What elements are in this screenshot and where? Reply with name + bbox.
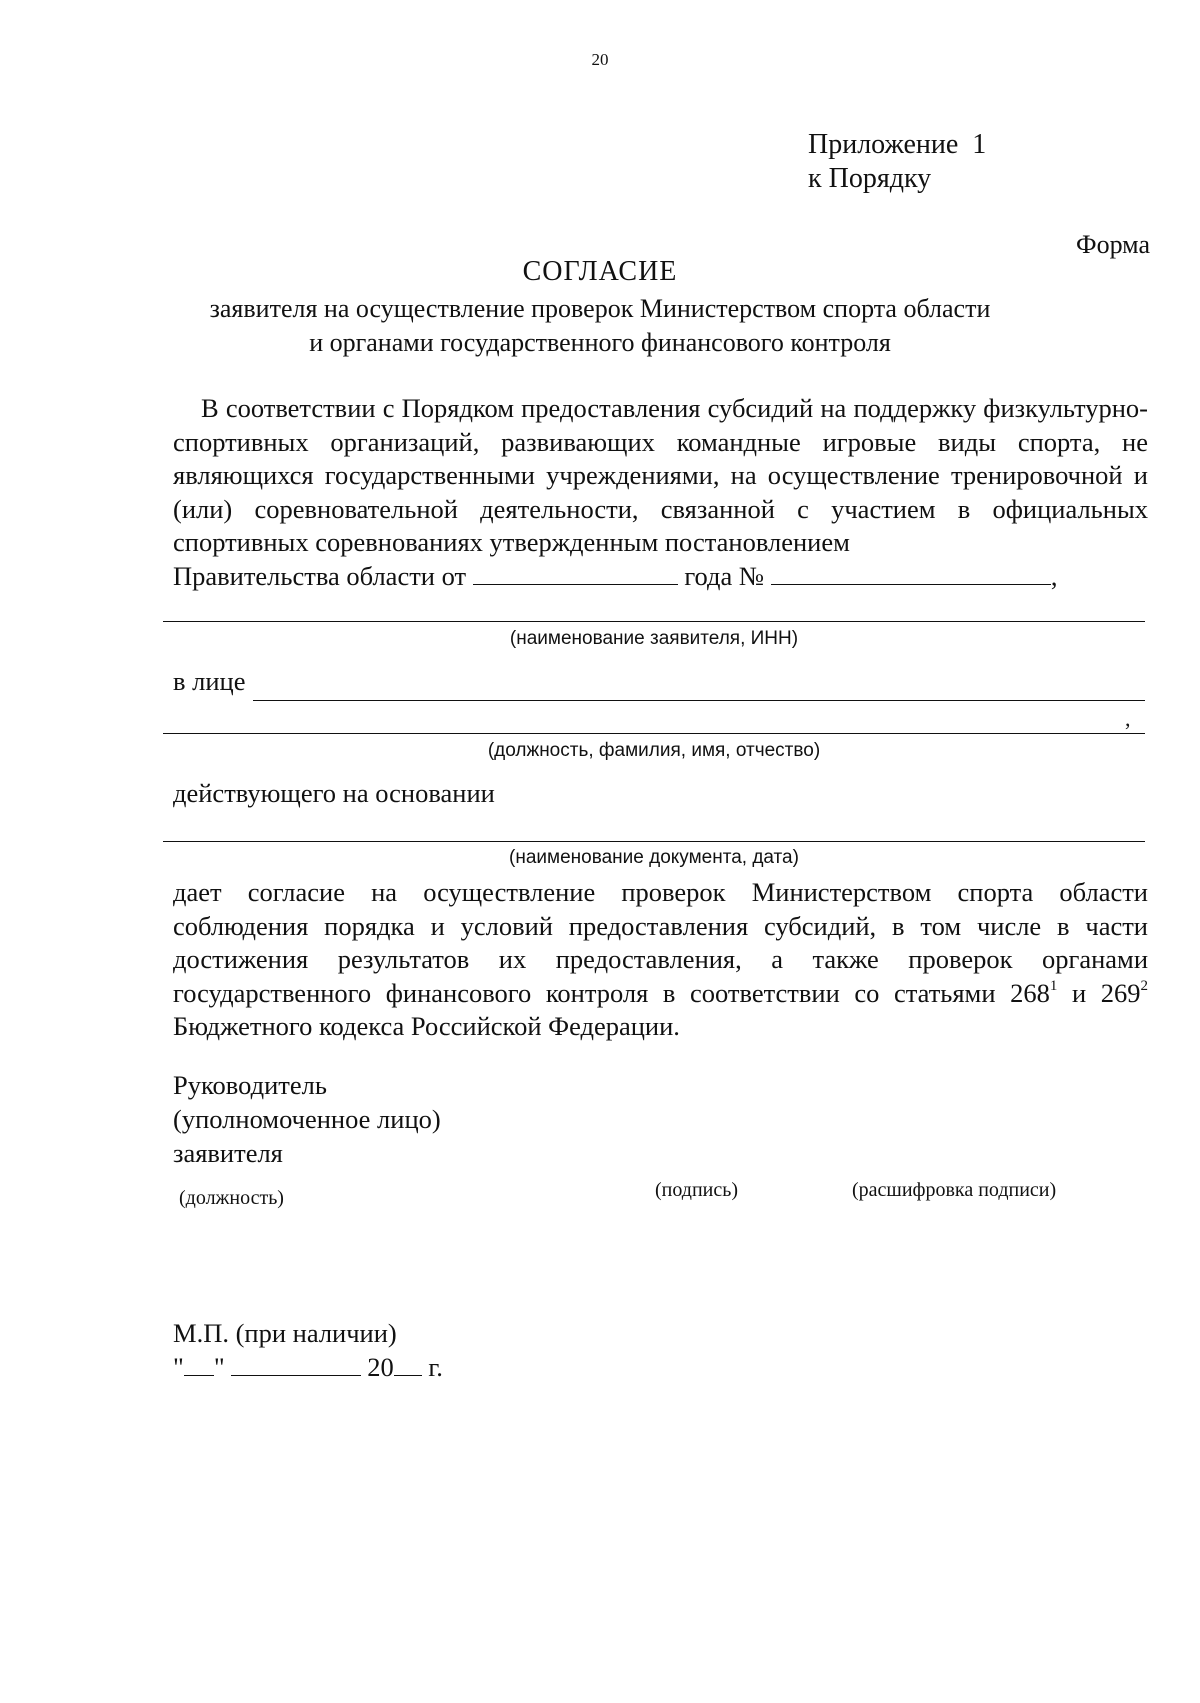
- person-field-line-2[interactable]: [163, 733, 1145, 734]
- article-269-number: 269: [1100, 977, 1141, 1008]
- intro-last-mid: года №: [684, 561, 765, 591]
- stamp-block: [173, 1316, 443, 1384]
- appendix-line-2: к Порядку: [808, 163, 932, 194]
- basis-document-field[interactable]: [163, 841, 1145, 842]
- subtitle-line-1: заявителя на осуществление проверок Министерством спорта области: [209, 294, 991, 323]
- person-comma: ,: [1125, 706, 1131, 731]
- date-month-field[interactable]: [231, 1353, 361, 1376]
- acting-label: действующего на основании: [173, 778, 495, 808]
- intro-text: В соответствии с Порядком предоставления субсидий на поддержку физкультурно-спортивных организаций, развивающих командные игровые виды спорта, не являющихся государственными учреждениями, на осуществление тренировочной и (или) соревновательной деятельности, связанной с участием в официальных спортивных соревнованиях утвержденным постановлением: [173, 393, 1148, 557]
- signature-decoding-caption: (расшифровка подписи): [852, 1179, 1057, 1201]
- signer-line-3: заявителя: [173, 1138, 283, 1168]
- form-label: Форма: [1076, 230, 1150, 259]
- resolution-number-field[interactable]: [771, 562, 1051, 585]
- applicant-caption: (наименование заявителя, ИНН): [509, 628, 799, 649]
- signature-caption: (подпись): [655, 1179, 739, 1201]
- consent-text: дает согласие на осуществление проверок Министерством спорта области соблюдения порядка и условий предоставления субсидий, в том числе в части достижения результатов их предоставления, а также проверок органами государственного финансового контроля в соответствии со статьями 268: [173, 877, 1148, 1008]
- article-269-superscript: 2: [1140, 977, 1148, 994]
- document-title: СОГЛАСИЕ: [522, 256, 678, 287]
- intro-last-suffix: ,: [1050, 561, 1058, 591]
- consent-tail: Бюджетного кодекса Российской Федерации.: [173, 1011, 680, 1041]
- date-year-prefix: 20: [367, 1352, 394, 1382]
- resolution-date-field[interactable]: [473, 562, 678, 585]
- date-year-suffix: г.: [428, 1352, 443, 1382]
- page-number: 20: [591, 50, 609, 69]
- appendix-line-1: Приложение 1: [808, 129, 987, 160]
- intro-last-line: [173, 560, 1148, 594]
- consent-intro-paragraph: [173, 392, 1148, 560]
- signer-line-2: (уполномоченное лицо): [173, 1104, 441, 1134]
- stamp-label: М.П. (при наличии): [173, 1318, 397, 1348]
- document-caption: (наименование документа, дата): [509, 847, 799, 868]
- appendix-note: [808, 128, 986, 196]
- position-caption: (должность): [179, 1187, 284, 1209]
- date-day-field[interactable]: [184, 1353, 214, 1376]
- person-field-line-1[interactable]: [253, 700, 1145, 701]
- person-caption: (должность, фамилия, имя, отчество): [487, 740, 821, 761]
- in-person-label: в лице: [173, 666, 246, 696]
- date-quote-open: ": [173, 1352, 184, 1382]
- applicant-name-field[interactable]: [163, 621, 1145, 622]
- subtitle-line-2: и органами государственного финансового контроля: [309, 328, 891, 357]
- signer-line-1: Руководитель: [173, 1070, 327, 1100]
- date-year-field[interactable]: [394, 1353, 422, 1376]
- document-subtitle: [100, 292, 1100, 360]
- article-268-superscript: 1: [1049, 977, 1058, 994]
- intro-last-prefix: Правительства области от: [173, 561, 467, 591]
- consent-and: и: [1057, 977, 1087, 1008]
- consent-body-paragraph: [173, 876, 1148, 1044]
- date-quote-close: ": [213, 1352, 225, 1382]
- date-line: [173, 1350, 443, 1384]
- signature-block: [173, 1068, 441, 1170]
